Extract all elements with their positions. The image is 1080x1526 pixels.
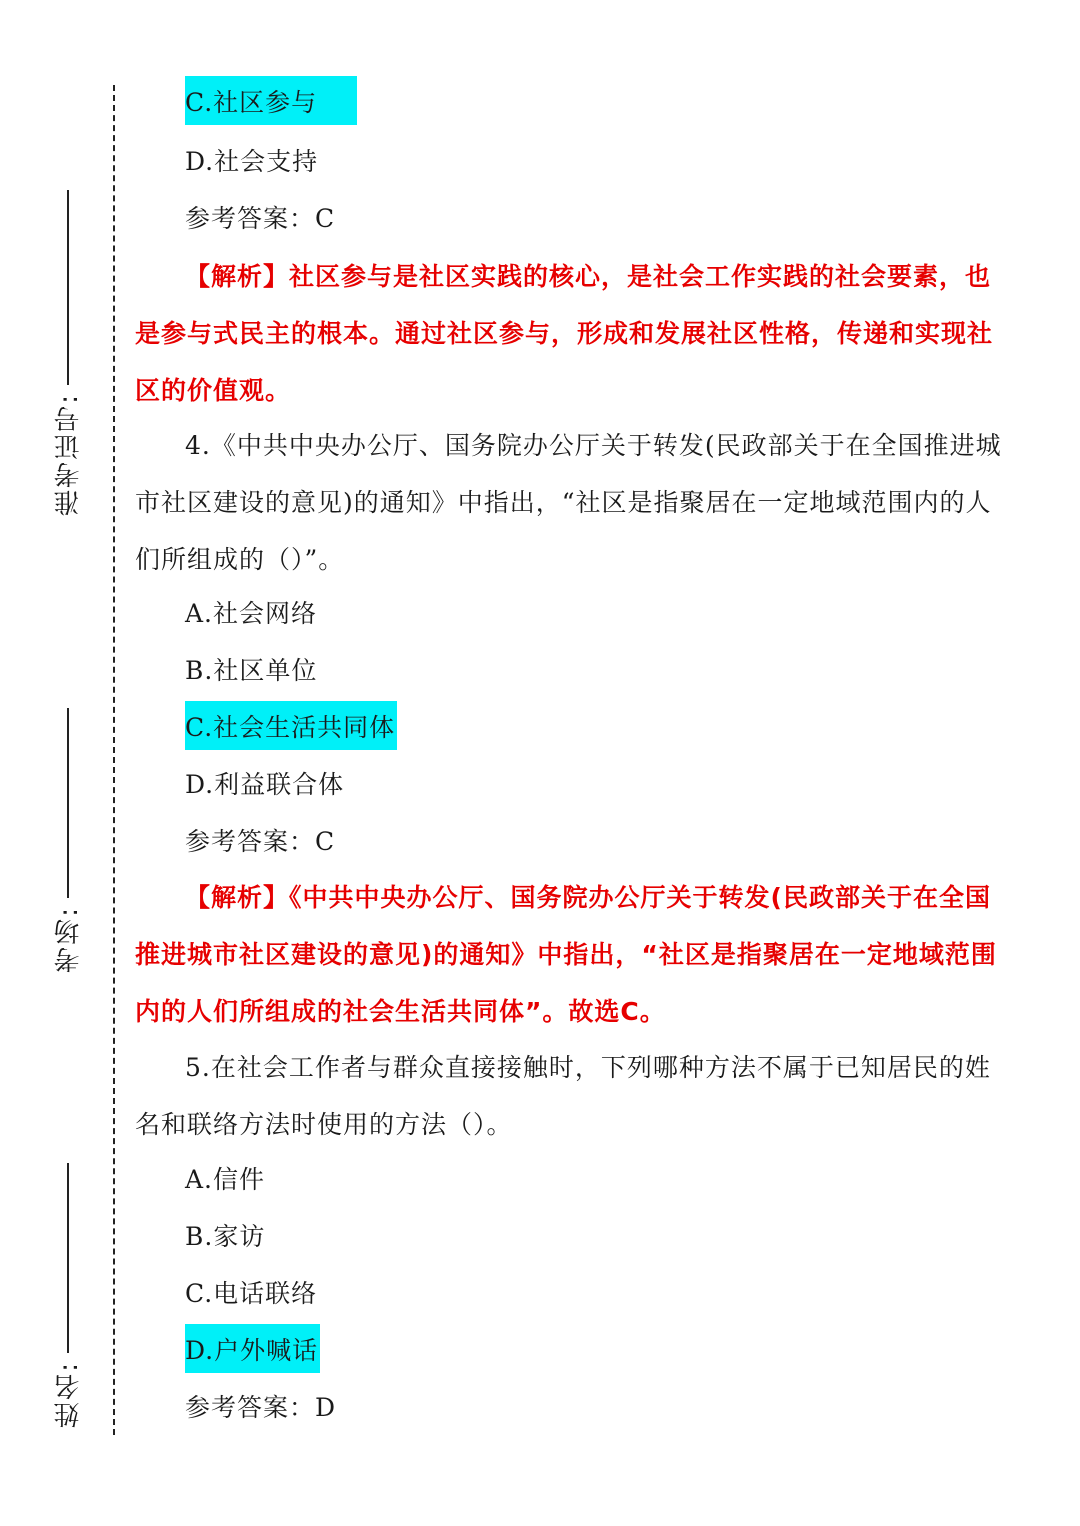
q4-analysis: [135, 869, 1005, 1040]
exam-room-field: [48, 708, 88, 973]
q4-option-c: [185, 712, 397, 744]
q5-option-c: C.电话联络: [185, 1279, 318, 1308]
q4-stem: 4.《中共中央办公厅、国务院办公厅关于转发(民政部关于在全国推进城市社区建设的意见)的通知》中指出，“社区是指聚居在一定地域范围内的人们所组成的（）”。: [135, 431, 1002, 574]
admission-number-label: 准考证号:: [53, 393, 84, 516]
name-blank: [67, 1163, 69, 1353]
q3-option-c: [185, 87, 357, 119]
exam-room-label: 考场:: [53, 906, 84, 973]
q3-analysis-text: 社区参与是社区实践的核心，是社会工作实践的社会要素，也是参与式民主的根本。通过社区参与，形成和发展社区性格，传递和实现社区的价值观。: [135, 262, 994, 405]
binding-dashed-line: [113, 85, 115, 1435]
q4-option-b: B.社区单位: [185, 656, 318, 685]
admission-number-field: [48, 190, 88, 516]
q4-option-d: D.利益联合体: [185, 770, 345, 799]
q3-answer: 参考答案：C: [185, 204, 336, 233]
q4-analysis-tag: 【解析】: [185, 883, 290, 912]
q3-analysis: [135, 248, 1005, 419]
q5-option-a: A.信件: [185, 1165, 266, 1194]
q4-answer: 参考答案：C: [185, 827, 336, 856]
q5-option-d: [185, 1335, 320, 1367]
q3-option-d: D.社会支持: [185, 147, 319, 176]
q5-answer: 参考答案：D: [185, 1393, 337, 1422]
q5-option-b: B.家访: [185, 1222, 266, 1251]
q5-option-d-text: D.户外喊话: [185, 1324, 320, 1373]
name-field: [48, 1163, 88, 1428]
q4-option-a: A.社会网络: [185, 599, 318, 628]
exam-room-blank: [67, 708, 69, 898]
admission-number-blank: [67, 190, 69, 385]
q5-stem: 5.在社会工作者与群众直接接触时，下列哪种方法不属于已知居民的姓名和联络方法时使用的方法（）。: [135, 1053, 991, 1139]
q3-analysis-tag: 【解析】: [185, 262, 290, 291]
q4-option-c-text: C.社会生活共同体: [185, 701, 397, 750]
name-label: 姓名:: [53, 1361, 84, 1428]
q3-option-c-text: C.社区参与: [185, 76, 357, 125]
q4-analysis-text: 《中共中央办公厅、国务院办公厅关于转发(民政部关于在全国推进城市社区建设的意见)的通知》中指出，“社区是指聚居在一定地域范围内的人们所组成的社会生活共同体”。故选C。: [135, 883, 997, 1026]
